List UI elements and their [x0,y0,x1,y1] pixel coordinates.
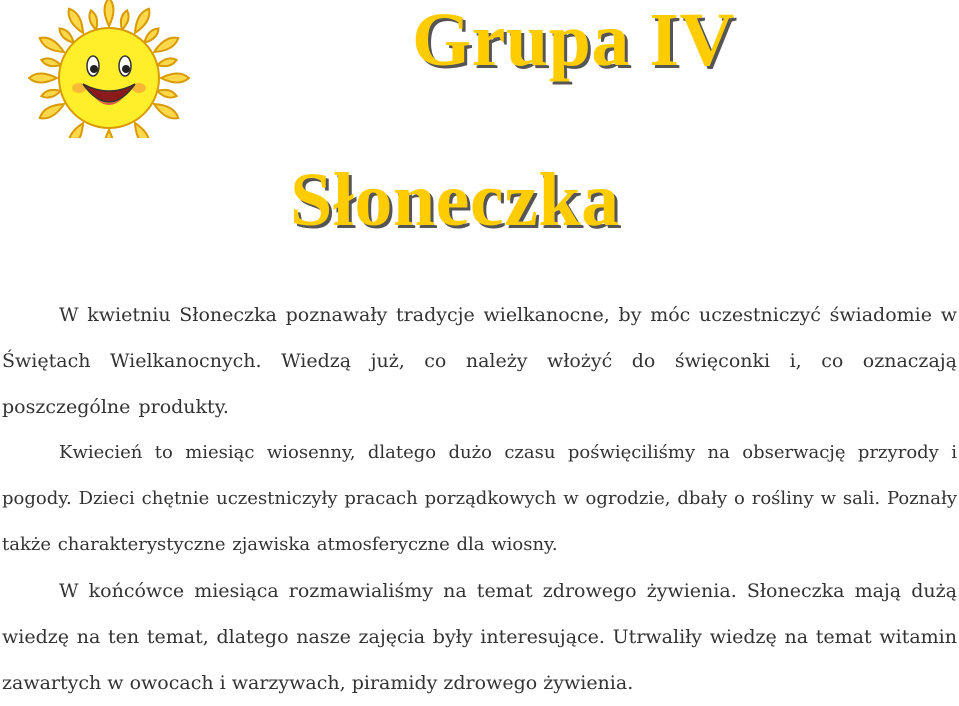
page-title-name: Słoneczka [290,158,620,242]
page-title-group: Grupa IV [412,0,735,82]
sun-face [59,28,159,128]
paragraph-easter: W kwietniu Słoneczka poznawały tradycje wielkanocne, by móc uczestniczyć świadomie w Świętach Wielkanocnych. Wiedzą już, co należy włożyć do święconki i, co oznaczają poszczególne produkty. [2,304,957,418]
paragraph-healthy-food: W końcówce miesiąca rozmawialiśmy na temat zdrowego żywienia. Słoneczka mają dużą wiedzę na ten temat, dlatego nasze zajęcia były interesujące. Utrwaliły wiedzę na temat witamin zawartych w owocach i warzywach, piramidy zdrowego żywienia. [2,580,957,694]
smiling-sun-icon [28,0,190,138]
paragraph-spring: Kwiecień to miesiąc wiosenny, dlatego dużo czasu poświęciliśmy na obserwację przyrody i pogody. Dzieci chętnie uczestniczyły pracach porządkowych w ogrodzie, dbały o rośliny w sali. Poznały także charakterystyczne zjawiska atmosferyczne dla wiosny. [2,442,957,555]
article-body [2,292,957,706]
